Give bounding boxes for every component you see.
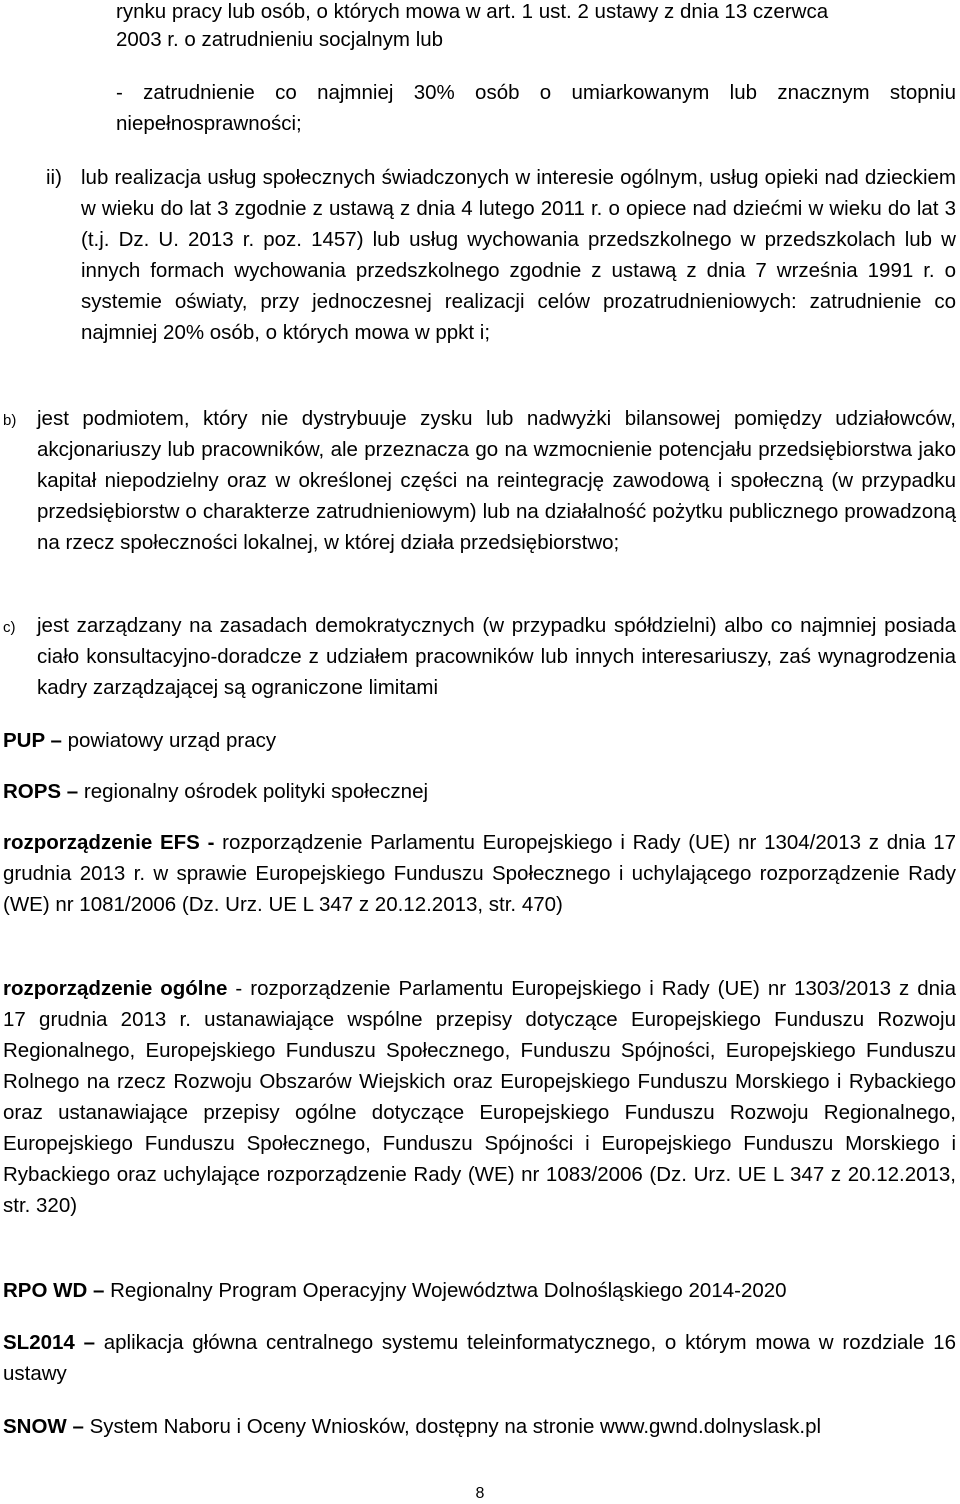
definition-text: powiatowy urząd pracy [67,729,277,752]
list-marker: b) [3,412,17,429]
list-item-text: lub realizacja usług społecznych świadczonych w interesie ogólnym, usług opieki nad dzieckiem w wieku do lat 3 zgodnie z ustawą z dnia 4 lutego 2011 r. o opiece nad dziećmi w wieku do lat 3 (t.j. Dz. U. 2013 r. poz. 1457) lub usług wychowania przedszkolnego w przedszkolach lub w innych formach wychowania przedszkolnego zgodnie z ustawą z dnia 7 września 1991 r. o systemie oświaty, przy jednoczesnej realizacji celów prozatrudnieniowych: zatrudnienie co najmniej 20% osób, o których mowa w ppkt i; [81,166,956,344]
list-marker: ii) [46,166,62,189]
definition-term: SNOW [3,1415,67,1438]
definition-text: aplikacja główna centralnego systemu teleinformatycznego, o którym mowa w rozdziale 16 ustawy [3,1331,956,1385]
definition-text: regionalny ośrodek polityki społecznej [83,780,429,803]
definition-term: rozporządzenie ogólne [3,977,228,1000]
definition-efs [3,827,956,920]
definition-text: System Naboru i Oceny Wniosków, dostępny na stronie www.gwnd.dolnyslask.pl [89,1415,822,1438]
list-item-b [0,403,956,558]
definition-term: RPO WD [3,1279,88,1302]
continuation-line-1: rynku pracy lub osób, o których mowa w art. 1 ust. 2 ustawy z dnia 13 czerwca [116,0,829,23]
definition-rops [3,776,956,807]
page-number: 8 [475,1485,485,1502]
definition-text: rozporządzenie Parlamentu Europejskiego i Rady (UE) nr 1304/2013 z dnia 17 grudnia 2013 r. w sprawie Europejskiego Funduszu Społecznego i uchylającego rozporządzenie Rady (WE) nr 1081/2006 (Dz. Urz. UE L 347 z 20.12.2013, str. 470) [3,831,957,916]
list-item-c [0,610,956,703]
definition-separator: – [66,1415,90,1438]
definition-separator: – [74,1331,104,1354]
definition-rpo-wd [3,1275,956,1306]
list-marker: c) [3,619,16,636]
definition-term: ROPS [3,780,62,803]
definition-text: Regionalny Program Operacyjny Województwa Dolnośląskiego 2014-2020 [110,1279,787,1302]
list-item-text: jest podmiotem, który nie dystrybuuje zysku lub nadwyżki bilansowej pomiędzy udziałowców, akcjonariuszy lub pracowników, ale przeznacza go na wzmocnienie potencjału przedsiębiorstwa jako kapitał niepodzielny oraz w określonej części na reintegrację zawodową i społeczną (w przypadku przedsiębiorstw o charakterze zatrudnieniowym) lub na działalność pożytku publicznego prowadzoną na rzecz społeczności lokalnej, w której działa przedsiębiorstwo; [37,407,956,554]
definition-separator: – [44,729,68,752]
definition-rozporzadzenie-ogolne [3,973,956,1221]
definition-separator: – [87,1279,111,1302]
definition-separator: - [227,977,251,1000]
list-item-text: jest zarządzany na zasadach demokratycznych (w przypadku spółdzielni) albo co najmniej posiada ciało konsultacyjno-doradcze z udziałem pracowników lub innych interesariuszy, zaś wynagrodzenia kadry zarządzającej są ograniczone limitami [37,614,956,699]
definition-pup [3,725,956,756]
definition-separator: - [199,831,223,854]
list-item-ii [46,162,956,348]
definition-term: rozporządzenie EFS [3,831,200,854]
continuation-text [116,0,956,56]
dash-list-item: - zatrudnienie co najmniej 30% osób o umiarkowanym lub znacznym stopniu niepełnosprawności; [116,81,956,135]
definition-separator: – [61,780,84,803]
definition-snow [3,1411,956,1442]
definition-term: SL2014 [3,1331,75,1354]
continuation-line-2: 2003 r. o zatrudnieniu socjalnym lub [116,28,444,51]
definition-sl2014 [3,1327,956,1389]
definition-term: PUP [3,729,45,752]
definition-text: rozporządzenie Parlamentu Europejskiego i Rady (UE) nr 1303/2013 z dnia 17 grudnia 2013 r. ustanawiające wspólne przepisy dotyczące Europejskiego Funduszu Rozwoju Regionalnego, Europejskiego Funduszu Społecznego, Funduszu Spójności, Europejskiego Funduszu Rolnego na rzecz Rozwoju Obszarów Wiejskich oraz Europejskiego Funduszu Morskiego i Rybackiego oraz ustanawiające przepisy ogólne dotyczące Europejskiego Funduszu Rozwoju Regionalnego, Europejskiego Funduszu Społecznego, Funduszu Spójności i Europejskiego Funduszu Morskiego i Rybackiego oraz uchylające rozporządzenie Rady (WE) nr 1083/2006 (Dz. Urz. UE L 347 z 20.12.2013, str. 320) [3,977,956,1217]
